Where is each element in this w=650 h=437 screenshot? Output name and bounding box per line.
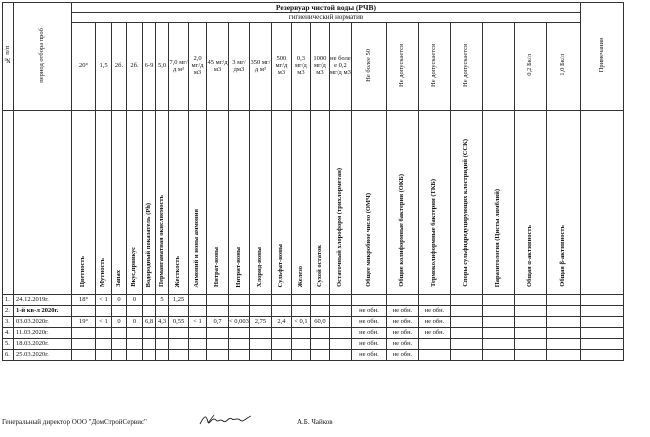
value-cell (291, 350, 310, 361)
value-cell (450, 317, 482, 328)
value-cell (546, 295, 580, 306)
spacer-cell (3, 111, 14, 295)
norm-cell: 2б. (127, 23, 143, 111)
norm-cell: 1000 мг/д м3 (310, 23, 329, 111)
value-cell (514, 350, 546, 361)
value-cell (207, 306, 229, 317)
param-header: Паразитология (Цисты лямблий) (482, 111, 514, 295)
value-cell (329, 317, 351, 328)
value-cell: 2,4 (271, 317, 291, 328)
value-cell (329, 328, 351, 339)
value-cell: 0,7 (207, 317, 229, 328)
value-cell (96, 306, 112, 317)
value-cell (351, 295, 386, 306)
value-cell (482, 328, 514, 339)
norm-cell: 5,0 (156, 23, 169, 111)
value-cell: не обн. (351, 339, 386, 350)
value-cell (229, 306, 250, 317)
norm-cell: 350 мг/д м³ (249, 23, 271, 111)
value-cell (189, 328, 207, 339)
param-header: Жесткость (169, 111, 189, 295)
param-header: Общее микробное число (ОМЧ) (351, 111, 386, 295)
value-cell: 0 (112, 295, 127, 306)
value-cell (249, 295, 271, 306)
param-header: Мутность (96, 111, 112, 295)
value-cell (169, 339, 189, 350)
norm-cell: 20° (72, 23, 96, 111)
value-cell (249, 328, 271, 339)
norm-cell: 1,0 Бк/л (546, 23, 580, 111)
remarks-cell (580, 350, 623, 361)
value-cell: не обн. (351, 317, 386, 328)
value-cell (156, 306, 169, 317)
row-period: 03.03.2020г. (14, 317, 72, 328)
value-cell (310, 295, 329, 306)
value-cell (450, 306, 482, 317)
value-cell (156, 339, 169, 350)
value-cell (418, 339, 450, 350)
value-cell (72, 339, 96, 350)
value-cell: не обн. (386, 317, 418, 328)
value-cell (546, 350, 580, 361)
norm-cell: Не допускается (386, 23, 418, 111)
value-cell (329, 295, 351, 306)
value-cell (418, 350, 450, 361)
param-header: Запах (112, 111, 127, 295)
remarks-cell (580, 317, 623, 328)
row-period: 25.03.2020г. (14, 350, 72, 361)
param-header: Общая α-активность (514, 111, 546, 295)
remarks-cell (580, 306, 623, 317)
param-header: Сульфат-ионы (271, 111, 291, 295)
signatory-name: А.Б. Чайков (297, 418, 333, 426)
value-cell (310, 306, 329, 317)
value-cell: не обн. (418, 306, 450, 317)
value-cell: не обн. (418, 317, 450, 328)
signatory-position: Генеральный директор ООО "ДомСтройСервис" (2, 418, 147, 426)
value-cell (291, 295, 310, 306)
value-cell (546, 306, 580, 317)
value-cell: < 1 (189, 317, 207, 328)
value-cell (112, 339, 127, 350)
norm-cell (482, 23, 514, 111)
value-cell (482, 339, 514, 350)
value-cell: < 0,1 (291, 317, 310, 328)
value-cell (229, 295, 250, 306)
row-number: 4. (3, 328, 14, 339)
value-cell (546, 328, 580, 339)
water-quality-table (2, 2, 624, 361)
value-cell (189, 295, 207, 306)
value-cell (96, 328, 112, 339)
value-cell: не обн. (351, 350, 386, 361)
norm-cell: Не допускается (418, 23, 450, 111)
value-cell (143, 295, 156, 306)
param-header: Остаточный хлороформ (трихлорметан) (329, 111, 351, 295)
spacer-cell (580, 111, 623, 295)
value-cell: не обн. (386, 339, 418, 350)
table-row (3, 350, 624, 361)
value-cell (482, 295, 514, 306)
value-cell: 60,0 (310, 317, 329, 328)
param-header: Термоколиформные бактерии (ТКБ) (418, 111, 450, 295)
value-cell (127, 339, 143, 350)
param-header: Споры сульфидредуцирующих клостридий (ССК) (450, 111, 482, 295)
value-cell: 1,25 (169, 295, 189, 306)
value-cell (112, 328, 127, 339)
value-cell (96, 350, 112, 361)
value-cell (450, 295, 482, 306)
table-row (3, 317, 624, 328)
value-cell: 0 (112, 317, 127, 328)
value-cell: 18° (72, 295, 96, 306)
param-header: Цветность (72, 111, 96, 295)
value-cell: не обн. (386, 350, 418, 361)
remarks-cell (580, 328, 623, 339)
value-cell (207, 350, 229, 361)
value-cell (291, 306, 310, 317)
value-cell (450, 328, 482, 339)
value-cell (96, 339, 112, 350)
table-row (3, 295, 624, 306)
value-cell (450, 339, 482, 350)
norm-cell: 1,5 (96, 23, 112, 111)
value-cell: не обн. (386, 306, 418, 317)
param-header: Железо (291, 111, 310, 295)
signature-image (196, 412, 256, 428)
value-cell: 2,75 (249, 317, 271, 328)
param-header: Общая β-активность (546, 111, 580, 295)
row-number: 6. (3, 350, 14, 361)
norm-cell: 0,3 мг/д м3 (291, 23, 310, 111)
norm-cell: 7,0 мг/д м³ (169, 23, 189, 111)
value-cell: < 1 (96, 295, 112, 306)
value-cell: 6,8 (143, 317, 156, 328)
value-cell (271, 306, 291, 317)
value-cell (329, 306, 351, 317)
value-cell: не обн. (351, 328, 386, 339)
value-cell (156, 350, 169, 361)
norm-cell: 2,0 мг/д м3 (189, 23, 207, 111)
value-cell (310, 339, 329, 350)
value-cell: не обн. (386, 328, 418, 339)
norm-cell: 3 мг/дм3 (229, 23, 250, 111)
value-cell: не обн. (418, 328, 450, 339)
norm-cell: 6-9 (143, 23, 156, 111)
table-row (3, 306, 624, 317)
norm-cell: Не допускается (450, 23, 482, 111)
value-cell (156, 328, 169, 339)
value-cell (169, 328, 189, 339)
value-cell (514, 317, 546, 328)
value-cell (386, 295, 418, 306)
value-cell (514, 306, 546, 317)
value-cell (143, 350, 156, 361)
value-cell (169, 350, 189, 361)
value-cell (127, 350, 143, 361)
row-period: 1-й кв-л 2020г. (14, 306, 72, 317)
table-title: Резервуар чистой воды (РЧВ) (72, 3, 581, 13)
col-header-remarks: Примечания (580, 3, 623, 111)
value-cell (249, 339, 271, 350)
value-cell (249, 350, 271, 361)
value-cell: 4,3 (156, 317, 169, 328)
param-header: Хлорид-ионы (249, 111, 271, 295)
param-header: Общие колиформные бактерии (ОКБ) (386, 111, 418, 295)
value-cell (207, 339, 229, 350)
col-header-number: № п/п (3, 3, 14, 111)
norm-cell: 0,2 Бк/л (514, 23, 546, 111)
value-cell (546, 317, 580, 328)
value-cell (450, 350, 482, 361)
value-cell (72, 328, 96, 339)
col-header-period: период отбора проб (14, 3, 72, 111)
row-period: 11.03.2020г. (14, 328, 72, 339)
value-cell (189, 306, 207, 317)
value-cell (143, 306, 156, 317)
norm-cell: 2б. (112, 23, 127, 111)
value-cell: < 1 (96, 317, 112, 328)
param-header: Перманганатная окисляемость (156, 111, 169, 295)
row-number: 5. (3, 339, 14, 350)
value-cell: 19° (72, 317, 96, 328)
value-cell (546, 339, 580, 350)
value-cell: 0 (127, 317, 143, 328)
value-cell (207, 295, 229, 306)
value-cell (291, 339, 310, 350)
value-cell: 0,55 (169, 317, 189, 328)
value-cell (271, 339, 291, 350)
value-cell (310, 328, 329, 339)
value-cell (329, 339, 351, 350)
value-cell (482, 350, 514, 361)
value-cell (72, 350, 96, 361)
value-cell (271, 350, 291, 361)
value-cell (112, 350, 127, 361)
remarks-cell (580, 339, 623, 350)
row-number: 2. (3, 306, 14, 317)
value-cell (127, 306, 143, 317)
value-cell (271, 328, 291, 339)
value-cell (482, 306, 514, 317)
remarks-cell (580, 295, 623, 306)
row-number: 1. (3, 295, 14, 306)
value-cell (514, 328, 546, 339)
value-cell (229, 339, 250, 350)
value-cell (112, 306, 127, 317)
table-subtitle: гигиенический норматив (72, 13, 581, 23)
value-cell (514, 339, 546, 350)
value-cell (143, 339, 156, 350)
value-cell (127, 328, 143, 339)
param-header: Аммоний и ионы аммония (189, 111, 207, 295)
value-cell (72, 306, 96, 317)
value-cell (229, 328, 250, 339)
param-header: Водородный показатель (Ph) (143, 111, 156, 295)
row-period: 18.03.2020г. (14, 339, 72, 350)
value-cell (291, 328, 310, 339)
value-cell (207, 328, 229, 339)
value-cell (189, 339, 207, 350)
norm-cell: 500 мг/д м3 (271, 23, 291, 111)
value-cell (249, 306, 271, 317)
row-number: 3. (3, 317, 14, 328)
value-cell (229, 350, 250, 361)
norm-cell: не боле е 0,2 мг/д м3 (329, 23, 351, 111)
value-cell (329, 350, 351, 361)
value-cell: не обн. (351, 306, 386, 317)
value-cell (514, 295, 546, 306)
row-period: 24.12.2019г. (14, 295, 72, 306)
value-cell (271, 295, 291, 306)
table-row (3, 339, 624, 350)
param-header: Нитрат-ионы (207, 111, 229, 295)
spacer-cell (14, 111, 72, 295)
value-cell (482, 317, 514, 328)
value-cell (189, 350, 207, 361)
param-header: Нитрит-ионы (229, 111, 250, 295)
value-cell: 5 (156, 295, 169, 306)
value-cell (418, 295, 450, 306)
value-cell: < 0,003 (229, 317, 250, 328)
param-header: Вкус,привкус (127, 111, 143, 295)
value-cell (310, 350, 329, 361)
value-cell (143, 328, 156, 339)
norm-cell: Не более 50 (351, 23, 386, 111)
value-cell: 0 (127, 295, 143, 306)
table-row (3, 328, 624, 339)
param-header: Сухой остаток (310, 111, 329, 295)
norm-cell: 45 мг/д м3 (207, 23, 229, 111)
value-cell (169, 306, 189, 317)
